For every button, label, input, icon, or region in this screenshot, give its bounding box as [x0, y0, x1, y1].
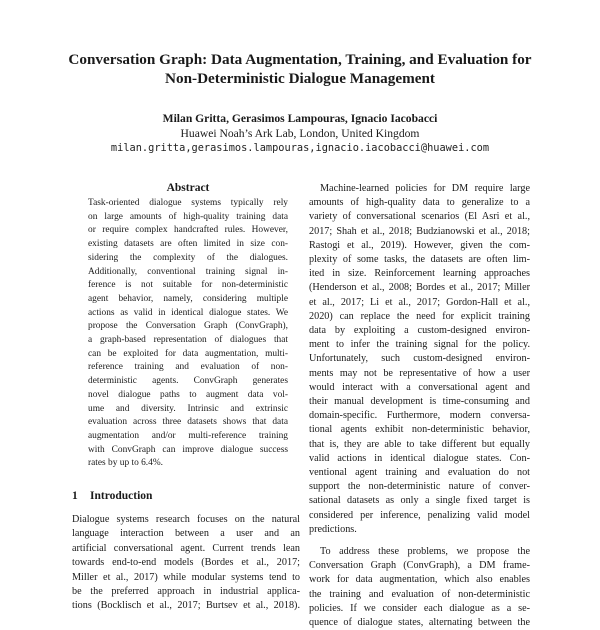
abstract-line: ume and diversity. Intrinsic and extrinsic	[88, 403, 288, 414]
body-line: et al., 2017; Li et al., 2017; Gordon-Hall et al.,	[309, 296, 530, 308]
abstract-line: sidering the complexity of the dialogues.	[88, 252, 288, 263]
body-line: their manual development is time-consuming and	[309, 396, 530, 408]
abstract-body	[88, 197, 288, 471]
body-line: plexity of some tasks, the datasets are often lim-	[309, 254, 530, 266]
section-title: Introduction	[90, 490, 153, 502]
intro-line: Miller et al., 2017) while modular systems tend to	[72, 571, 300, 583]
abstract-line: existing datasets are often limited in size con-	[88, 239, 288, 250]
paragraph-gap	[309, 537, 530, 545]
abstract-line: with ConvGraph can improve dialogue success	[88, 444, 288, 455]
right-paragraph-1	[309, 182, 530, 537]
intro-line: artificial conversational agent. Current trends lean	[72, 542, 300, 554]
body-line: policies. If we consider each dialogue as a se-	[309, 602, 530, 614]
affiliation: Huawei Noah’s Ark Lab, London, United Kingdom	[180, 127, 420, 140]
abstract-line: novel dialogue paths to augment data vol-	[88, 389, 288, 400]
body-line: To address these problems, we propose the	[320, 546, 530, 558]
abstract-line: deterministic agents. ConvGraph generates	[88, 376, 288, 387]
body-line: Machine-learned policies for DM require large	[320, 183, 530, 194]
body-line: ment to infer the training signal for the policy.	[309, 339, 530, 351]
intro-line: towards end-to-end models (Bordes et al., 2017;	[72, 557, 300, 569]
intro-line: tions (Bocklisch et al., 2017; Burtsev et al., 2018).	[72, 600, 300, 612]
right-column-body	[309, 182, 530, 630]
abstract-line: a graph-based representation of dialogues that	[88, 335, 288, 346]
body-line: ments may not be representative of how a user	[309, 367, 530, 379]
abstract-heading: Abstract	[166, 182, 210, 194]
body-line: Rastogi et al., 2019). However, given the com-	[309, 239, 530, 251]
body-line: (Henderson et al., 2008; Bordes et al., 2017; Miller	[309, 282, 530, 294]
intro-line: language interaction between a user and an	[72, 528, 300, 540]
intro-line: be the preferred approach in industrial applica-	[72, 586, 300, 598]
title-line-1: Conversation Graph: Data Augmentation, Training, and Evaluation for	[68, 51, 532, 68]
abstract-line: on large amounts of high-quality training data	[88, 211, 288, 222]
body-line: ventional agent training and evaluation do not	[309, 467, 530, 479]
body-line: ited in size. Reinforcement learning approaches	[309, 268, 530, 280]
body-line: Unfortunately, such custom-designed environ-	[309, 353, 530, 365]
body-line: considered per inference, penalizing valid model	[309, 509, 530, 521]
authors: Milan Gritta, Gerasimos Lampouras, Ignacio Iacobacci	[162, 112, 438, 125]
abstract-line: Additionally, conventional training signal in-	[88, 266, 288, 277]
abstract-line: reference training and evaluation of non-	[88, 362, 288, 373]
section-heading-introduction	[72, 489, 152, 503]
body-line: support the non-deterministic nature of conver-	[309, 481, 530, 493]
intro-line: Dialogue systems research focuses on the natural	[72, 514, 300, 525]
paper-title	[40, 50, 560, 88]
body-line: Conversation Graph (ConvGraph), a DM frame-	[309, 560, 530, 572]
body-line: quence of dialogue states, alternating between the	[309, 617, 530, 629]
body-line: data by exploiting a custom-designed environ-	[309, 325, 530, 337]
body-line: variety of conversational scenarios (El Asri et al.,	[309, 211, 530, 223]
right-paragraph-2	[309, 545, 530, 630]
body-line: amounts of high-quality data to generalize to a	[309, 197, 530, 209]
abstract-line: agent behavior, namely, considering multiple	[88, 293, 288, 304]
body-line: tional agents exhibit non-deterministic behavior,	[309, 424, 530, 436]
body-line: domain-specific. Furthermore, modern conversa-	[309, 410, 530, 422]
abstract-line: evaluation across three datasets shows that data	[88, 417, 288, 428]
introduction-body	[72, 513, 300, 614]
body-line: that is, they are able to take different but equally	[309, 438, 530, 450]
abstract-line: Task-oriented dialogue systems typically rely	[88, 198, 288, 208]
body-line: work for data augmentation, which also enables	[309, 574, 530, 586]
abstract-line: actions as valid in identical dialogue states. We	[88, 307, 288, 318]
abstract-line: or require complex handcrafted rules. However,	[88, 225, 288, 236]
body-line: 2017; Shah et al., 2018; Budzianowski et al., 2018;	[309, 225, 530, 237]
body-line: predictions.	[309, 523, 357, 535]
body-line: valid actions in identical dialogue states. Con-	[309, 452, 530, 464]
abstract-line: propose the Conversation Graph (ConvGraph),	[88, 321, 288, 332]
body-line: the training and evaluation of non-deterministic	[309, 588, 530, 600]
section-number: 1	[72, 490, 78, 502]
abstract-line: augmentation and/or multi-reference training	[88, 430, 288, 441]
body-line: sational datasets as only a single fixed target is	[309, 495, 530, 507]
emails: milan.gritta,gerasimos.lampouras,ignacio.iacobacci@huawei.com	[110, 142, 490, 154]
body-line: would interact with a conversational agent and	[309, 381, 530, 393]
title-line-2: Non-Deterministic Dialogue Management	[165, 70, 435, 87]
abstract-line: rates by up to 6.4%.	[88, 458, 163, 469]
abstract-line: can be exploited for data augmentation, multi-	[88, 348, 288, 359]
abstract-line: ference is not suitable for non-deterministic	[88, 280, 288, 291]
body-line: 2020) can replace the need for explicit training	[309, 310, 530, 322]
